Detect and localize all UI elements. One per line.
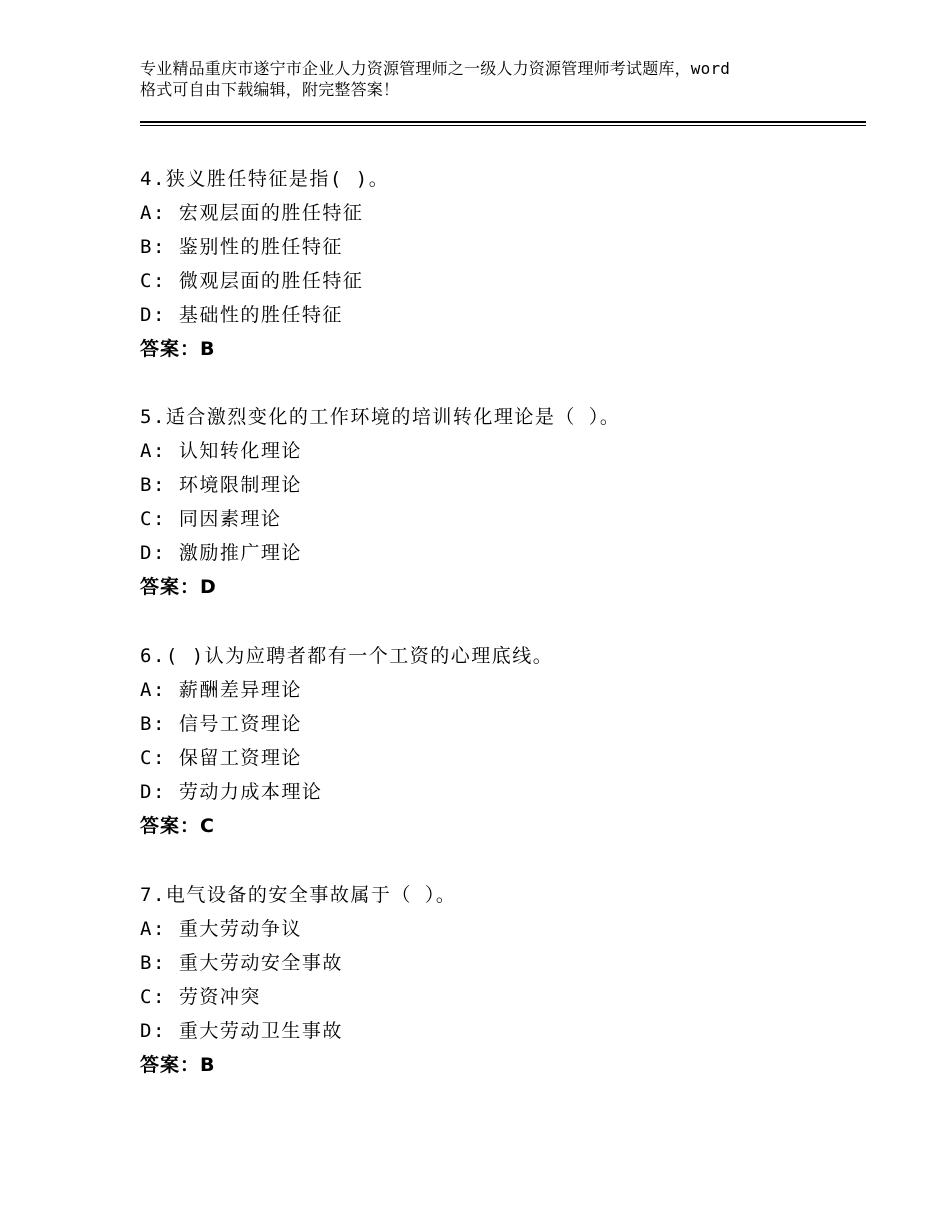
question-stem: 7.电气设备的安全事故属于（ ）。 <box>140 884 457 906</box>
header-divider-thick <box>140 121 866 123</box>
question-stem: 6.( )认为应聘者都有一个工资的心理底线。 <box>140 645 554 667</box>
option-a: A: 薪酬差异理论 <box>140 679 302 701</box>
question-4 <box>140 162 860 366</box>
option-c: C: 同因素理论 <box>140 508 282 530</box>
answer: 答案：C <box>140 815 215 837</box>
option-a: A: 认知转化理论 <box>140 440 302 462</box>
question-6 <box>140 639 860 843</box>
option-d: D: 激励推广理论 <box>140 542 302 564</box>
answer: 答案：D <box>140 576 217 598</box>
option-b: B: 鉴别性的胜任特征 <box>140 236 343 258</box>
option-d: D: 劳动力成本理论 <box>140 781 323 803</box>
question-5 <box>140 400 860 604</box>
option-c: C: 劳资冲突 <box>140 986 261 1008</box>
header-line-1: 专业精品重庆市遂宁市企业人力资源管理师之一级人力资源管理师考试题库，word <box>140 59 731 78</box>
answer: 答案：B <box>140 338 216 360</box>
option-d: D: 基础性的胜任特征 <box>140 304 343 326</box>
option-c: C: 微观层面的胜任特征 <box>140 270 364 292</box>
option-d: D: 重大劳动卫生事故 <box>140 1020 343 1042</box>
option-b: B: 环境限制理论 <box>140 474 302 496</box>
question-7 <box>140 878 860 1082</box>
question-stem: 5.适合激烈变化的工作环境的培训转化理论是（ ）。 <box>140 406 621 428</box>
option-a: A: 宏观层面的胜任特征 <box>140 202 364 224</box>
option-c: C: 保留工资理论 <box>140 747 302 769</box>
option-b: B: 信号工资理论 <box>140 713 302 735</box>
option-a: A: 重大劳动争议 <box>140 918 302 940</box>
answer: 答案：B <box>140 1054 216 1076</box>
option-b: B: 重大劳动安全事故 <box>140 952 343 974</box>
header-divider-thin <box>140 125 866 126</box>
document-header <box>140 58 840 100</box>
header-line-2: 格式可自由下载编辑，附完整答案！ <box>140 80 400 99</box>
question-stem: 4.狭义胜任特征是指( )。 <box>140 168 390 190</box>
